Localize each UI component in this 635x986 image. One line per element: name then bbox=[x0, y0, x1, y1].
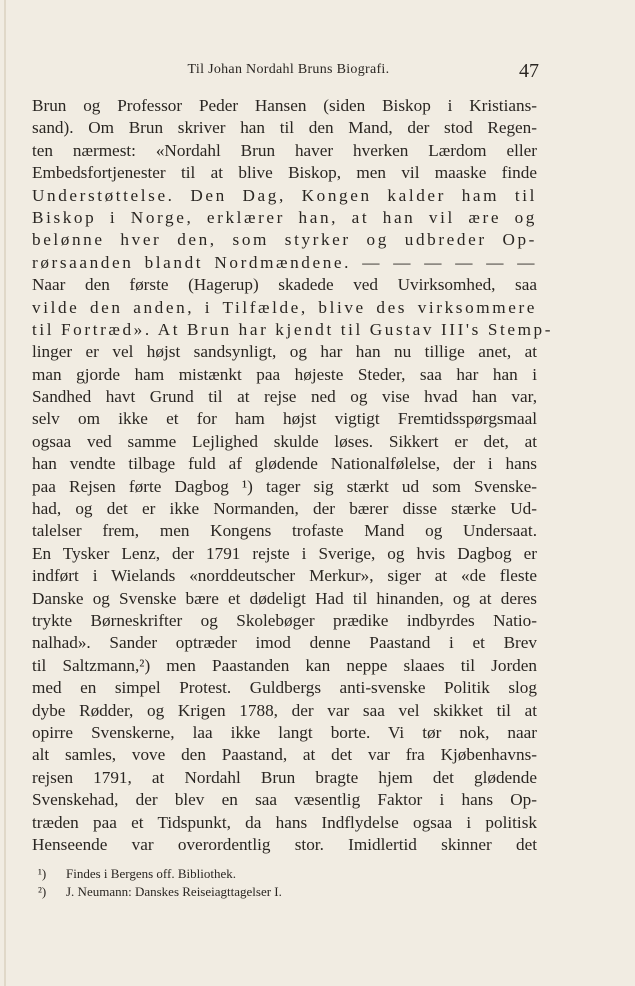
text-line: Biskop i Norge, erklærer han, at han vil ære og bbox=[32, 207, 537, 227]
text-line: alt samles, vove den Paastand, at det var fra Kjøbenhavns- bbox=[32, 745, 537, 765]
text-line: opirre Svenskerne, laa ikke langt borte. Vi tør nok, naar bbox=[32, 722, 537, 742]
text-line: han vendte tilbage fuld af glødende Nationalfølelse, der i hans bbox=[32, 454, 537, 474]
text-line: trykte Børneskrifter og Skolebøger prædike indbyrdes Natio- bbox=[32, 610, 537, 630]
text-line: ogsaa ved samme Lejlighed skulde løses. Sikkert er det, at bbox=[32, 431, 537, 451]
page-number: 47 bbox=[519, 60, 539, 82]
footnote-mark: ¹) bbox=[38, 866, 47, 881]
footnote-text: J. Neumann: Danskes Reiseiagttagelser I. bbox=[66, 884, 282, 899]
text-line: rørsaanden blandt Nordmændene. — — — — — — bbox=[32, 252, 537, 272]
text-line: Understøttelse. Den Dag, Kongen kalder ham til bbox=[32, 185, 537, 205]
text-line: dybe Rødder, og Krigen 1788, der var saa vel skikket til at bbox=[32, 700, 537, 720]
footnote bbox=[38, 883, 282, 901]
text-line: træden paa et Tidspunkt, da hans Indflydelse ogsaa i politisk bbox=[32, 812, 537, 832]
running-title: Til Johan Nordahl Bruns Biografi. bbox=[187, 62, 390, 77]
text-line: Naar den første (Hagerup) skadede ved Uvirksomhed, saa bbox=[32, 275, 537, 295]
text-line: linger er vel højst sandsynligt, og har han nu tillige anet, at bbox=[32, 342, 537, 362]
text-line: Svenskehad, der blev en saa væsentlig Faktor i hans Op- bbox=[32, 790, 537, 810]
footnote bbox=[38, 865, 282, 883]
footnotes bbox=[38, 865, 282, 901]
text-line: Henseende var overordentlig stor. Imidlertid skinner det bbox=[32, 834, 537, 854]
text-line: Embedsfortjenester til at blive Biskop, men vil maaske finde bbox=[32, 163, 537, 183]
text-line: Brun og Professor Peder Hansen (siden Biskop i Kristians- bbox=[32, 96, 537, 115]
text-line: belønne hver den, som styrker og udbreder Op- bbox=[32, 230, 537, 250]
text-line: paa Rejsen førte Dagbog ¹) tager sig stærkt ud som Svenske- bbox=[32, 476, 537, 496]
page-edge bbox=[4, 0, 6, 986]
text-line: talelser frem, men Kongens trofaste Mand og Undersaat. bbox=[32, 521, 537, 541]
text-line: Danske og Svenske bære et dødeligt Had til hinanden, og at deres bbox=[32, 588, 537, 608]
footnote-text: Findes i Bergens off. Bibliothek. bbox=[66, 866, 236, 881]
text-line: man gjorde ham mistænkt paa højeste Steder, saa har han i bbox=[32, 364, 537, 384]
body-text bbox=[32, 95, 554, 856]
text-line: nalhad». Sander optræder imod denne Paastand i et Brev bbox=[32, 633, 537, 653]
text-line: had, og det er ikke Normanden, der bærer disse stærke Ud- bbox=[32, 499, 537, 519]
text-line: indført i Wielands «norddeutscher Merkur», siger at «de fleste bbox=[32, 566, 537, 586]
text-line: ten nærmest: «Nordahl Brun haver hverken Lærdom eller bbox=[32, 140, 537, 160]
text-line: Sandhed havt Grund til at rejse ned og vise hvad han var, bbox=[32, 387, 537, 407]
text-line: selv om ikke et for ham højst vigtigt Fremtidsspørgsmaal bbox=[32, 409, 537, 429]
text-line: sand). Om Brun skriver han til den Mand, der stod Regen- bbox=[32, 118, 537, 138]
text-line: vilde den anden, i Tilfælde, blive des virksommere bbox=[32, 297, 537, 317]
text-line: til Fortræd». At Brun har kjendt til Gustav III's Stemp- bbox=[32, 319, 554, 339]
text-line: rejsen 1791, at Nordahl Brun bragte hjem det glødende bbox=[32, 767, 537, 787]
footnote-mark: ²) bbox=[38, 884, 47, 899]
text-line: til Saltzmann,²) men Paastanden kan neppe slaaes til Jorden bbox=[32, 655, 537, 675]
text-line: med en simpel Protest. Guldbergs anti-svenske Politik slog bbox=[32, 678, 537, 698]
text-line: En Tysker Lenz, der 1791 rejste i Sverige, og hvis Dagbog er bbox=[32, 543, 537, 563]
